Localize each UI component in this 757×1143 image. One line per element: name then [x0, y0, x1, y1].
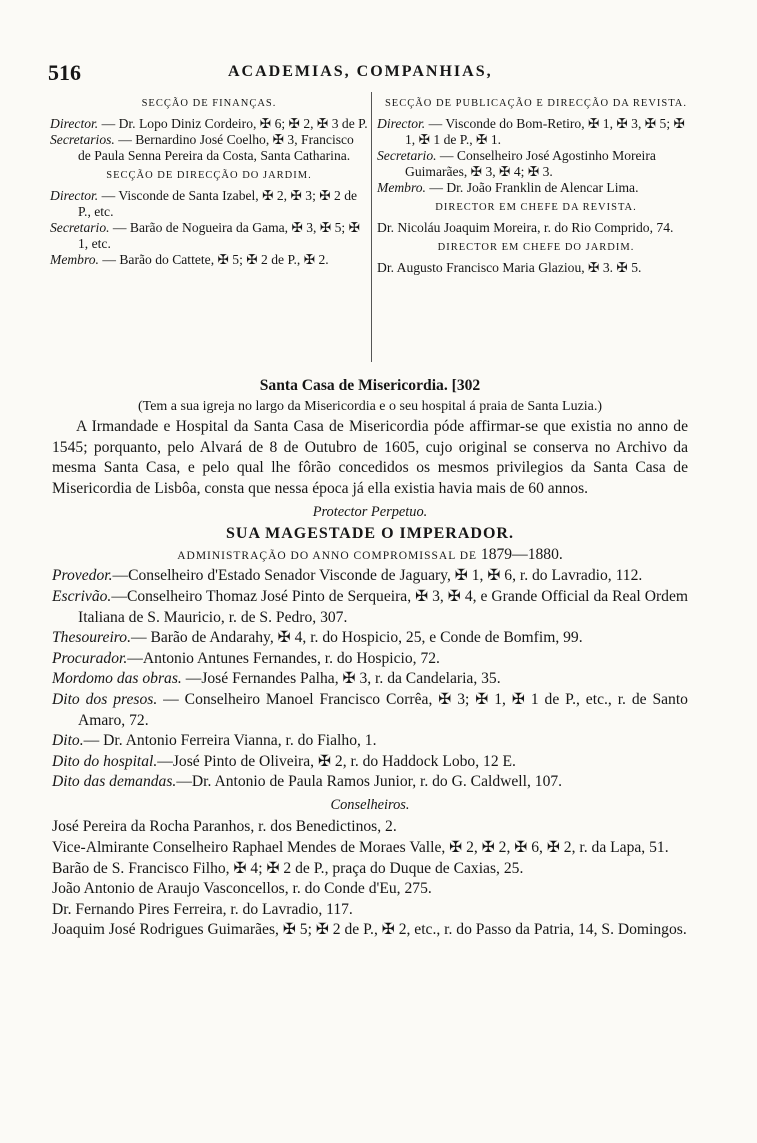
role-label: Dito dos presos. [52, 690, 158, 708]
role-label: Secretario. [377, 148, 437, 163]
running-title: ACADEMIAS, COMPANHIAS, [228, 63, 493, 80]
conselheiro-entry: Dr. Fernando Pires Ferreira, r. do Lavradio, 117. [52, 900, 353, 918]
institution-name: Santa Casa de Misericordia. [259, 377, 448, 394]
institution-heading [52, 376, 688, 397]
entry-text: — Conselheiro José Agostinho Moreira Guimarães, ✠ 3, ✠ 4; ✠ 3. [405, 148, 656, 179]
entry-text: — Barão de Nogueira da Gama, ✠ 3, ✠ 5; ✠ 1, etc. [78, 220, 361, 251]
running-header [48, 60, 708, 86]
role-label: Director. [377, 116, 426, 131]
entry-text: — Visconde do Bom-Retiro, ✠ 1, ✠ 3, ✠ 5; ✠ 1, ✠ 1 de P., ✠ 1. [405, 116, 685, 147]
member-entry: Dr. Augusto Francisco Maria Glaziou, ✠ 3. ✠ 5. [377, 260, 642, 275]
entry-text: — Conselheiro Manoel Francisco Corrêa, ✠ 3; ✠ 1, ✠ 1 de P., etc., r. de Santo Amaro, 72. [78, 690, 688, 729]
entry-text: — Bernardino José Coelho, ✠ 3, Francisco de Paula Senna Pereira da Costa, Santa Catharina. [78, 132, 354, 163]
entry-text: — Barão do Cattete, ✠ 5; ✠ 2 de P., ✠ 2. [98, 252, 329, 267]
role-label: Escrivão. [52, 587, 112, 605]
entry-text: — Barão de Andarahy, ✠ 4, r. do Hospicio, 25, e Conde de Bomfim, 99. [130, 629, 583, 647]
page-number: 516 [48, 60, 81, 85]
officer-entry [52, 731, 688, 752]
role-label: Secretario. [50, 220, 110, 235]
entry-text: — Dr. Antonio Ferreira Vianna, r. do Fialho, 1. [83, 732, 377, 750]
officer-entry [52, 690, 688, 731]
administration-heading [52, 545, 688, 567]
member-entry [50, 252, 368, 268]
member-entry: Dr. Nicoláu Joaquim Moreira, r. do Rio Comprido, 74. [377, 220, 674, 235]
conselheiro-entry: João Antonio de Araujo Vasconcellos, r. do Conde d'Eu, 275. [52, 880, 432, 898]
emperor-heading: SUA MAGESTADE O IMPERADOR. [226, 525, 514, 543]
conselheiro-entry: José Pereira da Rocha Paranhos, r. dos Benedictinos, 2. [52, 818, 397, 836]
role-label: Secretarios. [50, 132, 115, 147]
officer-entry [52, 669, 688, 690]
entry-text: —José Fernandes Palha, ✠ 3, r. da Candelaria, 35. [181, 670, 501, 688]
member-entry [377, 148, 695, 180]
section-heading: SECÇÃO DE PUBLICAÇÃO E DIRECÇÃO DA REVISTA. [384, 98, 688, 109]
entry-text: — Visconde de Santa Izabel, ✠ 2, ✠ 3; ✠ 2 de P., etc. [78, 188, 358, 219]
section-heading: SECÇÃO DE FINANÇAS. [141, 98, 277, 109]
entry-text: —Conselheiro d'Estado Senador Visconde de Jaguary, ✠ 1, ✠ 6, r. do Lavradio, 112. [112, 567, 643, 585]
officer-entry [52, 628, 688, 649]
role-label: Thesoureiro. [52, 629, 131, 647]
entry-text: —Dr. Antonio de Paula Ramos Junior, r. do G. Caldwell, 107. [176, 773, 563, 791]
officer-entry [52, 649, 688, 670]
officer-entry [52, 587, 688, 628]
role-label: Mordomo das obras. [52, 670, 182, 688]
role-label: Dito. [52, 732, 84, 750]
conselheiros-label: Conselheiros. [330, 796, 410, 813]
role-label: Director. [50, 188, 99, 203]
section-heading: SECÇÃO DE DIRECÇÃO DO JARDIM. [106, 170, 312, 181]
entry-text: —Antonio Antunes Fernandes, r. do Hospicio, 72. [127, 649, 440, 667]
history-paragraph: A Irmandade e Hospital da Santa Casa de Misericordia póde affirmar-se que existia no anno de 1545; porquanto, pelo Alvará de 8 de Outubro de 1605, cujo original se conserva no Archivo da mesma Santa Casa, e pelo qual lhe fôrão concedidos os mesmos privilegios da Santa Casa de Misericordia de Lisbôa, consta que nessa época já ella existia havia mais de 60 annos. [52, 418, 688, 497]
conselheiro-entry: Joaquim José Rodrigues Guimarães, ✠ 5; ✠ 2 de P., ✠ 2, etc., r. do Passo da Patria, 14, S. Domingos. [52, 921, 687, 939]
role-label: Director. [50, 116, 99, 131]
left-column [50, 92, 368, 268]
officer-entry [52, 752, 688, 773]
entry-text: — Dr. João Franklin de Alencar Lima. [425, 180, 639, 195]
reference-number: [302 [451, 377, 481, 394]
member-entry [377, 180, 695, 196]
officer-entry [52, 566, 688, 587]
role-label: Provedor. [52, 567, 113, 585]
role-label: Membro. [50, 252, 99, 267]
conselheiro-entry: Vice-Almirante Conselheiro Raphael Mendes de Moraes Valle, ✠ 2, ✠ 2, ✠ 6, ✠ 2, r. da Lapa, 51. [52, 839, 669, 857]
member-entry [50, 220, 368, 252]
member-entry [50, 132, 368, 164]
protector-label: Protector Perpetuo. [312, 503, 428, 520]
member-entry [50, 188, 368, 220]
member-entry [377, 116, 695, 148]
role-label: Dito das demandas. [52, 773, 177, 791]
role-label: Dito do hospital. [52, 752, 158, 770]
member-entry [50, 116, 368, 132]
entry-text: — Dr. Lopo Diniz Cordeiro, ✠ 6; ✠ 2, ✠ 3 de P. [98, 116, 368, 131]
officer-entry [52, 772, 688, 793]
role-label: Membro. [377, 180, 426, 195]
entry-text: —José Pinto de Oliveira, ✠ 2, r. do Haddock Lobo, 12 E. [157, 752, 516, 770]
role-label: Procurador. [52, 649, 128, 667]
right-column [377, 92, 695, 276]
section-heading: DIRECTOR EM CHEFE DA REVISTA. [435, 202, 637, 213]
main-text [52, 376, 688, 941]
column-divider [371, 92, 372, 362]
section-heading: DIRECTOR EM CHEFE DO JARDIM. [437, 242, 635, 253]
location-note: (Tem a sua igreja no largo da Misericordia e o seu hospital á praia de Santa Luzia.) [137, 398, 603, 414]
administration-years: 1879—1880. [480, 545, 563, 563]
administration-text: ADMINISTRAÇÃO DO ANNO COMPROMISSAL DE [177, 549, 478, 562]
conselheiro-entry: Barão de S. Francisco Filho, ✠ 4; ✠ 2 de P., praça do Duque de Caxias, 25. [52, 859, 524, 877]
entry-text: —Conselheiro Thomaz José Pinto de Serqueira, ✠ 3, ✠ 4, e Grande Official da Real Ordem Italiana de S. Mauricio, r. de S. Pedro, 307. [78, 587, 688, 626]
